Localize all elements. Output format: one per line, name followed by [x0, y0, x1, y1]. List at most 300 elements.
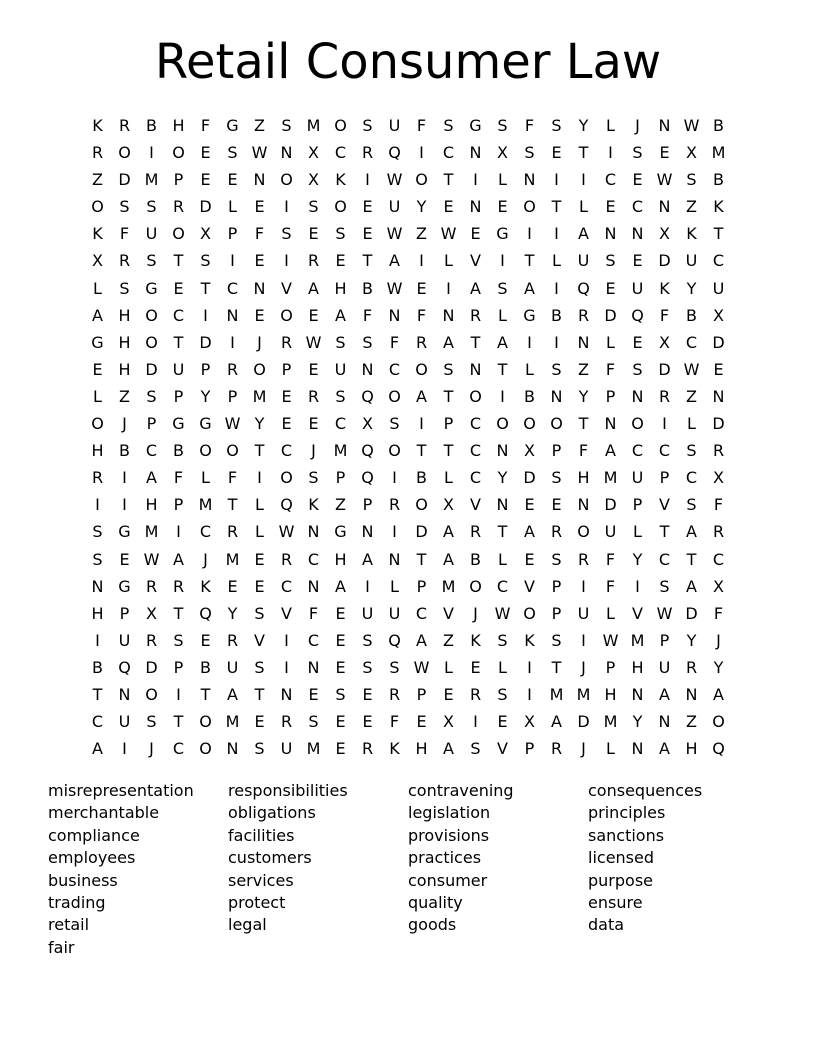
grid-letter[interactable]: R: [469, 305, 482, 325]
grid-letter[interactable]: B: [362, 278, 373, 298]
grid-letter[interactable]: S: [551, 359, 562, 379]
grid-letter[interactable]: I: [419, 251, 424, 271]
grid-letter[interactable]: Z: [254, 116, 265, 135]
grid-letter[interactable]: R: [145, 576, 158, 596]
grid-letter[interactable]: C: [604, 170, 617, 190]
grid-letter[interactable]: B: [92, 657, 103, 677]
grid-letter[interactable]: M: [576, 684, 591, 704]
grid-letter[interactable]: C: [172, 739, 185, 759]
grid-letter[interactable]: G: [199, 414, 212, 434]
grid-letter[interactable]: U: [145, 224, 158, 244]
grid-letter[interactable]: N: [496, 495, 509, 515]
grid-letter[interactable]: H: [415, 739, 428, 759]
grid-letter[interactable]: P: [659, 630, 670, 650]
grid-letter[interactable]: N: [226, 305, 239, 325]
grid-letter[interactable]: Q: [361, 441, 374, 461]
grid-letter[interactable]: C: [685, 468, 698, 488]
grid-letter[interactable]: O: [388, 386, 401, 406]
grid-letter[interactable]: C: [307, 549, 320, 569]
grid-letter[interactable]: B: [686, 305, 697, 325]
grid-letter[interactable]: C: [631, 197, 644, 217]
grid-letter[interactable]: K: [470, 630, 481, 650]
grid-letter[interactable]: T: [686, 549, 697, 569]
grid-letter[interactable]: S: [335, 684, 346, 704]
grid-letter[interactable]: W: [251, 143, 268, 163]
grid-letter[interactable]: W: [224, 414, 241, 434]
grid-letter[interactable]: S: [254, 657, 265, 677]
grid-letter[interactable]: E: [254, 251, 265, 271]
grid-letter[interactable]: F: [200, 116, 211, 135]
grid-letter[interactable]: U: [226, 657, 239, 677]
grid-letter[interactable]: T: [254, 684, 265, 704]
grid-letter[interactable]: X: [497, 143, 508, 163]
grid-letter[interactable]: L: [606, 332, 615, 352]
grid-letter[interactable]: L: [255, 495, 264, 515]
grid-letter[interactable]: X: [524, 441, 535, 461]
grid-letter[interactable]: P: [200, 359, 211, 379]
grid-letter[interactable]: S: [308, 197, 319, 217]
grid-letter[interactable]: W: [386, 278, 403, 298]
grid-letter[interactable]: H: [118, 359, 131, 379]
grid-letter[interactable]: I: [284, 630, 289, 650]
grid-letter[interactable]: R: [712, 522, 725, 542]
grid-letter[interactable]: L: [444, 251, 453, 271]
grid-letter[interactable]: B: [173, 441, 184, 461]
grid-letter[interactable]: R: [172, 576, 185, 596]
grid-letter[interactable]: P: [173, 170, 184, 190]
grid-letter[interactable]: N: [388, 305, 401, 325]
grid-letter[interactable]: F: [362, 305, 373, 325]
grid-letter[interactable]: P: [335, 468, 346, 488]
grid-letter[interactable]: P: [659, 468, 670, 488]
grid-letter[interactable]: L: [228, 197, 237, 217]
grid-letter[interactable]: S: [200, 251, 211, 271]
grid-letter[interactable]: K: [92, 224, 103, 244]
grid-letter[interactable]: A: [524, 522, 535, 542]
grid-letter[interactable]: F: [254, 224, 265, 244]
grid-letter[interactable]: A: [416, 386, 427, 406]
grid-letter[interactable]: R: [226, 522, 239, 542]
grid-letter[interactable]: J: [203, 549, 208, 569]
grid-letter[interactable]: N: [604, 414, 617, 434]
grid-letter[interactable]: C: [469, 468, 482, 488]
grid-letter[interactable]: H: [604, 684, 617, 704]
grid-letter[interactable]: F: [713, 603, 724, 623]
grid-letter[interactable]: A: [524, 278, 535, 298]
grid-letter[interactable]: C: [334, 414, 347, 434]
grid-letter[interactable]: T: [551, 197, 562, 217]
grid-letter[interactable]: M: [711, 143, 726, 163]
grid-letter[interactable]: Z: [686, 386, 697, 406]
grid-letter[interactable]: T: [443, 386, 454, 406]
grid-letter[interactable]: X: [659, 224, 670, 244]
grid-letter[interactable]: A: [335, 576, 346, 596]
grid-letter[interactable]: R: [469, 522, 482, 542]
grid-letter[interactable]: O: [280, 305, 293, 325]
grid-letter[interactable]: Y: [254, 414, 265, 434]
grid-letter[interactable]: E: [551, 143, 562, 163]
grid-letter[interactable]: W: [494, 603, 511, 623]
grid-letter[interactable]: N: [658, 197, 671, 217]
grid-letter[interactable]: Z: [443, 630, 454, 650]
grid-letter[interactable]: E: [335, 630, 346, 650]
grid-letter[interactable]: E: [308, 359, 319, 379]
grid-letter[interactable]: S: [362, 630, 373, 650]
grid-letter[interactable]: N: [280, 143, 293, 163]
grid-letter[interactable]: M: [198, 495, 213, 515]
grid-letter[interactable]: E: [254, 712, 265, 732]
grid-letter[interactable]: P: [551, 576, 562, 596]
grid-letter[interactable]: M: [225, 549, 240, 569]
grid-letter[interactable]: I: [203, 305, 208, 325]
grid-letter[interactable]: C: [334, 143, 347, 163]
grid-letter[interactable]: R: [685, 657, 698, 677]
grid-letter[interactable]: S: [686, 170, 697, 190]
grid-letter[interactable]: G: [145, 278, 158, 298]
grid-letter[interactable]: C: [280, 441, 293, 461]
grid-letter[interactable]: N: [253, 278, 266, 298]
grid-letter[interactable]: E: [335, 657, 346, 677]
grid-letter[interactable]: J: [581, 657, 586, 677]
grid-letter[interactable]: M: [225, 712, 240, 732]
grid-letter[interactable]: X: [524, 712, 535, 732]
grid-letter[interactable]: V: [524, 576, 535, 596]
grid-letter[interactable]: N: [631, 684, 644, 704]
grid-letter[interactable]: J: [311, 441, 316, 461]
grid-letter[interactable]: S: [551, 630, 562, 650]
grid-letter[interactable]: K: [92, 116, 103, 135]
grid-letter[interactable]: A: [389, 251, 400, 271]
grid-letter[interactable]: S: [443, 116, 454, 135]
grid-letter[interactable]: G: [118, 522, 131, 542]
grid-letter[interactable]: I: [473, 712, 478, 732]
grid-letter[interactable]: I: [419, 414, 424, 434]
grid-letter[interactable]: B: [146, 116, 157, 135]
grid-letter[interactable]: E: [281, 386, 292, 406]
grid-letter[interactable]: L: [444, 657, 453, 677]
grid-letter[interactable]: R: [226, 630, 239, 650]
grid-letter[interactable]: O: [145, 332, 158, 352]
grid-letter[interactable]: N: [361, 522, 374, 542]
grid-letter[interactable]: E: [362, 712, 373, 732]
grid-letter[interactable]: S: [119, 197, 130, 217]
grid-letter[interactable]: V: [632, 603, 643, 623]
grid-letter[interactable]: X: [686, 143, 697, 163]
grid-letter[interactable]: D: [577, 712, 590, 732]
grid-letter[interactable]: C: [280, 576, 293, 596]
grid-letter[interactable]: O: [415, 170, 428, 190]
grid-letter[interactable]: W: [683, 359, 700, 379]
grid-letter[interactable]: O: [172, 143, 185, 163]
grid-letter[interactable]: N: [577, 495, 590, 515]
grid-letter[interactable]: F: [605, 576, 616, 596]
grid-letter[interactable]: S: [92, 549, 103, 569]
grid-letter[interactable]: I: [365, 170, 370, 190]
grid-letter[interactable]: F: [389, 712, 400, 732]
grid-letter[interactable]: S: [335, 224, 346, 244]
grid-letter[interactable]: A: [173, 549, 184, 569]
grid-letter[interactable]: M: [603, 712, 618, 732]
grid-letter[interactable]: F: [713, 495, 724, 515]
grid-letter[interactable]: I: [446, 278, 451, 298]
grid-letter[interactable]: O: [388, 441, 401, 461]
grid-letter[interactable]: O: [469, 386, 482, 406]
grid-letter[interactable]: R: [469, 684, 482, 704]
grid-letter[interactable]: V: [470, 495, 481, 515]
grid-letter[interactable]: I: [149, 143, 154, 163]
grid-letter[interactable]: G: [226, 116, 239, 135]
grid-letter[interactable]: Q: [280, 495, 293, 515]
grid-letter[interactable]: S: [173, 630, 184, 650]
grid-letter[interactable]: N: [307, 576, 320, 596]
grid-letter[interactable]: O: [91, 414, 104, 434]
grid-letter[interactable]: R: [145, 630, 158, 650]
grid-letter[interactable]: R: [280, 332, 293, 352]
grid-letter[interactable]: S: [389, 414, 400, 434]
grid-letter[interactable]: N: [631, 739, 644, 759]
grid-letter[interactable]: A: [659, 684, 670, 704]
grid-letter[interactable]: N: [550, 386, 563, 406]
grid-letter[interactable]: A: [443, 739, 454, 759]
grid-letter[interactable]: D: [145, 359, 158, 379]
grid-letter[interactable]: L: [525, 359, 534, 379]
grid-letter[interactable]: A: [416, 630, 427, 650]
grid-letter[interactable]: D: [712, 414, 725, 434]
grid-letter[interactable]: Y: [632, 549, 643, 569]
grid-letter[interactable]: S: [254, 739, 265, 759]
grid-letter[interactable]: F: [389, 332, 400, 352]
grid-letter[interactable]: O: [172, 224, 185, 244]
grid-letter[interactable]: N: [118, 684, 131, 704]
grid-letter[interactable]: B: [713, 170, 724, 190]
grid-letter[interactable]: M: [306, 739, 321, 759]
grid-letter[interactable]: X: [362, 414, 373, 434]
grid-letter[interactable]: O: [712, 712, 725, 732]
grid-letter[interactable]: I: [176, 522, 181, 542]
grid-letter[interactable]: C: [712, 251, 725, 271]
grid-letter[interactable]: Q: [361, 386, 374, 406]
grid-letter[interactable]: D: [118, 170, 131, 190]
grid-letter[interactable]: A: [92, 739, 103, 759]
grid-letter[interactable]: S: [605, 251, 616, 271]
grid-letter[interactable]: T: [443, 170, 454, 190]
grid-letter[interactable]: Y: [686, 278, 697, 298]
grid-letter[interactable]: H: [118, 332, 131, 352]
grid-letter[interactable]: W: [656, 603, 673, 623]
grid-letter[interactable]: S: [146, 251, 157, 271]
grid-letter[interactable]: E: [308, 684, 319, 704]
grid-letter[interactable]: C: [307, 630, 320, 650]
grid-letter[interactable]: R: [280, 712, 293, 732]
grid-letter[interactable]: N: [226, 739, 239, 759]
grid-letter[interactable]: R: [361, 739, 374, 759]
grid-letter[interactable]: R: [550, 739, 563, 759]
grid-letter[interactable]: I: [473, 170, 478, 190]
grid-letter[interactable]: W: [305, 332, 322, 352]
grid-letter[interactable]: I: [635, 576, 640, 596]
grid-letter[interactable]: J: [716, 630, 721, 650]
grid-letter[interactable]: L: [93, 386, 102, 406]
grid-letter[interactable]: T: [227, 495, 238, 515]
grid-letter[interactable]: O: [145, 305, 158, 325]
grid-letter[interactable]: V: [254, 630, 265, 650]
grid-letter[interactable]: L: [444, 468, 453, 488]
grid-letter[interactable]: E: [335, 739, 346, 759]
grid-letter[interactable]: N: [280, 684, 293, 704]
grid-letter[interactable]: S: [281, 224, 292, 244]
grid-letter[interactable]: S: [308, 712, 319, 732]
grid-letter[interactable]: F: [524, 116, 535, 135]
grid-letter[interactable]: D: [712, 332, 725, 352]
grid-letter[interactable]: R: [118, 116, 131, 135]
grid-letter[interactable]: M: [441, 576, 456, 596]
grid-letter[interactable]: C: [469, 441, 482, 461]
grid-letter[interactable]: C: [388, 359, 401, 379]
grid-letter[interactable]: L: [606, 603, 615, 623]
grid-letter[interactable]: P: [632, 495, 643, 515]
grid-letter[interactable]: T: [362, 251, 373, 271]
grid-letter[interactable]: X: [92, 251, 103, 271]
grid-letter[interactable]: J: [635, 116, 640, 135]
grid-letter[interactable]: A: [443, 522, 454, 542]
grid-letter[interactable]: U: [577, 603, 590, 623]
grid-letter[interactable]: P: [524, 739, 535, 759]
grid-letter[interactable]: E: [173, 278, 184, 298]
grid-letter[interactable]: M: [630, 630, 645, 650]
grid-letter[interactable]: A: [308, 278, 319, 298]
grid-letter[interactable]: C: [199, 522, 212, 542]
grid-letter[interactable]: S: [308, 468, 319, 488]
grid-letter[interactable]: H: [118, 305, 131, 325]
grid-letter[interactable]: F: [659, 305, 670, 325]
grid-letter[interactable]: O: [523, 197, 536, 217]
grid-letter[interactable]: X: [443, 495, 454, 515]
grid-letter[interactable]: A: [470, 278, 481, 298]
grid-letter[interactable]: E: [254, 305, 265, 325]
grid-letter[interactable]: P: [146, 414, 157, 434]
grid-letter[interactable]: E: [632, 170, 643, 190]
grid-letter[interactable]: T: [443, 441, 454, 461]
grid-letter[interactable]: J: [122, 414, 127, 434]
grid-letter[interactable]: I: [230, 332, 235, 352]
grid-letter[interactable]: E: [227, 576, 238, 596]
grid-letter[interactable]: L: [93, 278, 102, 298]
grid-letter[interactable]: I: [122, 739, 127, 759]
grid-letter[interactable]: I: [581, 630, 586, 650]
grid-letter[interactable]: S: [335, 332, 346, 352]
grid-letter[interactable]: E: [416, 712, 427, 732]
grid-letter[interactable]: E: [308, 414, 319, 434]
grid-letter[interactable]: R: [577, 305, 590, 325]
grid-letter[interactable]: O: [199, 441, 212, 461]
grid-letter[interactable]: F: [416, 116, 427, 135]
grid-letter[interactable]: T: [497, 522, 508, 542]
grid-letter[interactable]: U: [685, 251, 698, 271]
grid-letter[interactable]: O: [118, 143, 131, 163]
grid-letter[interactable]: S: [335, 386, 346, 406]
grid-letter[interactable]: B: [119, 441, 130, 461]
grid-letter[interactable]: M: [252, 386, 267, 406]
grid-letter[interactable]: S: [497, 684, 508, 704]
grid-letter[interactable]: N: [685, 684, 698, 704]
grid-letter[interactable]: Y: [578, 116, 589, 135]
grid-letter[interactable]: I: [284, 197, 289, 217]
grid-letter[interactable]: R: [388, 495, 401, 515]
grid-letter[interactable]: V: [659, 495, 670, 515]
grid-letter[interactable]: C: [172, 305, 185, 325]
grid-letter[interactable]: I: [284, 251, 289, 271]
grid-letter[interactable]: K: [713, 197, 724, 217]
grid-letter[interactable]: E: [227, 170, 238, 190]
grid-letter[interactable]: Z: [686, 712, 697, 732]
grid-letter[interactable]: H: [91, 441, 104, 461]
grid-letter[interactable]: T: [200, 684, 211, 704]
grid-letter[interactable]: C: [226, 278, 239, 298]
grid-letter[interactable]: E: [254, 549, 265, 569]
grid-letter[interactable]: R: [712, 441, 725, 461]
grid-letter[interactable]: I: [554, 224, 559, 244]
grid-letter[interactable]: L: [633, 522, 642, 542]
grid-letter[interactable]: T: [173, 603, 184, 623]
grid-letter[interactable]: S: [362, 332, 373, 352]
grid-letter[interactable]: I: [392, 522, 397, 542]
grid-letter[interactable]: T: [254, 441, 265, 461]
grid-letter[interactable]: O: [550, 414, 563, 434]
grid-letter[interactable]: U: [280, 739, 293, 759]
grid-letter[interactable]: S: [254, 603, 265, 623]
grid-letter[interactable]: S: [551, 549, 562, 569]
grid-letter[interactable]: X: [146, 603, 157, 623]
grid-letter[interactable]: R: [91, 468, 104, 488]
grid-letter[interactable]: Y: [686, 630, 697, 650]
grid-letter[interactable]: P: [227, 224, 238, 244]
grid-letter[interactable]: Z: [92, 170, 103, 190]
grid-letter[interactable]: P: [416, 684, 427, 704]
grid-letter[interactable]: P: [173, 657, 184, 677]
grid-letter[interactable]: S: [659, 576, 670, 596]
grid-letter[interactable]: E: [551, 495, 562, 515]
grid-letter[interactable]: O: [91, 197, 104, 217]
grid-letter[interactable]: P: [551, 441, 562, 461]
grid-letter[interactable]: P: [281, 359, 292, 379]
grid-letter[interactable]: Q: [199, 603, 212, 623]
grid-letter[interactable]: E: [443, 684, 454, 704]
grid-letter[interactable]: M: [144, 170, 159, 190]
grid-letter[interactable]: A: [659, 739, 670, 759]
grid-letter[interactable]: S: [686, 441, 697, 461]
grid-letter[interactable]: H: [91, 603, 104, 623]
grid-letter[interactable]: S: [443, 359, 454, 379]
grid-letter[interactable]: A: [146, 468, 157, 488]
grid-letter[interactable]: T: [173, 332, 184, 352]
grid-letter[interactable]: U: [712, 278, 725, 298]
grid-letter[interactable]: C: [442, 143, 455, 163]
grid-letter[interactable]: U: [118, 712, 131, 732]
grid-letter[interactable]: X: [443, 712, 454, 732]
grid-letter[interactable]: I: [527, 684, 532, 704]
grid-letter[interactable]: T: [416, 549, 427, 569]
grid-letter[interactable]: J: [149, 739, 154, 759]
grid-letter[interactable]: U: [604, 522, 617, 542]
grid-letter[interactable]: U: [388, 603, 401, 623]
grid-letter[interactable]: U: [631, 278, 644, 298]
grid-letter[interactable]: A: [551, 712, 562, 732]
grid-letter[interactable]: N: [469, 197, 482, 217]
grid-letter[interactable]: P: [227, 386, 238, 406]
grid-letter[interactable]: U: [388, 116, 401, 135]
grid-letter[interactable]: E: [443, 197, 454, 217]
grid-letter[interactable]: C: [658, 549, 671, 569]
